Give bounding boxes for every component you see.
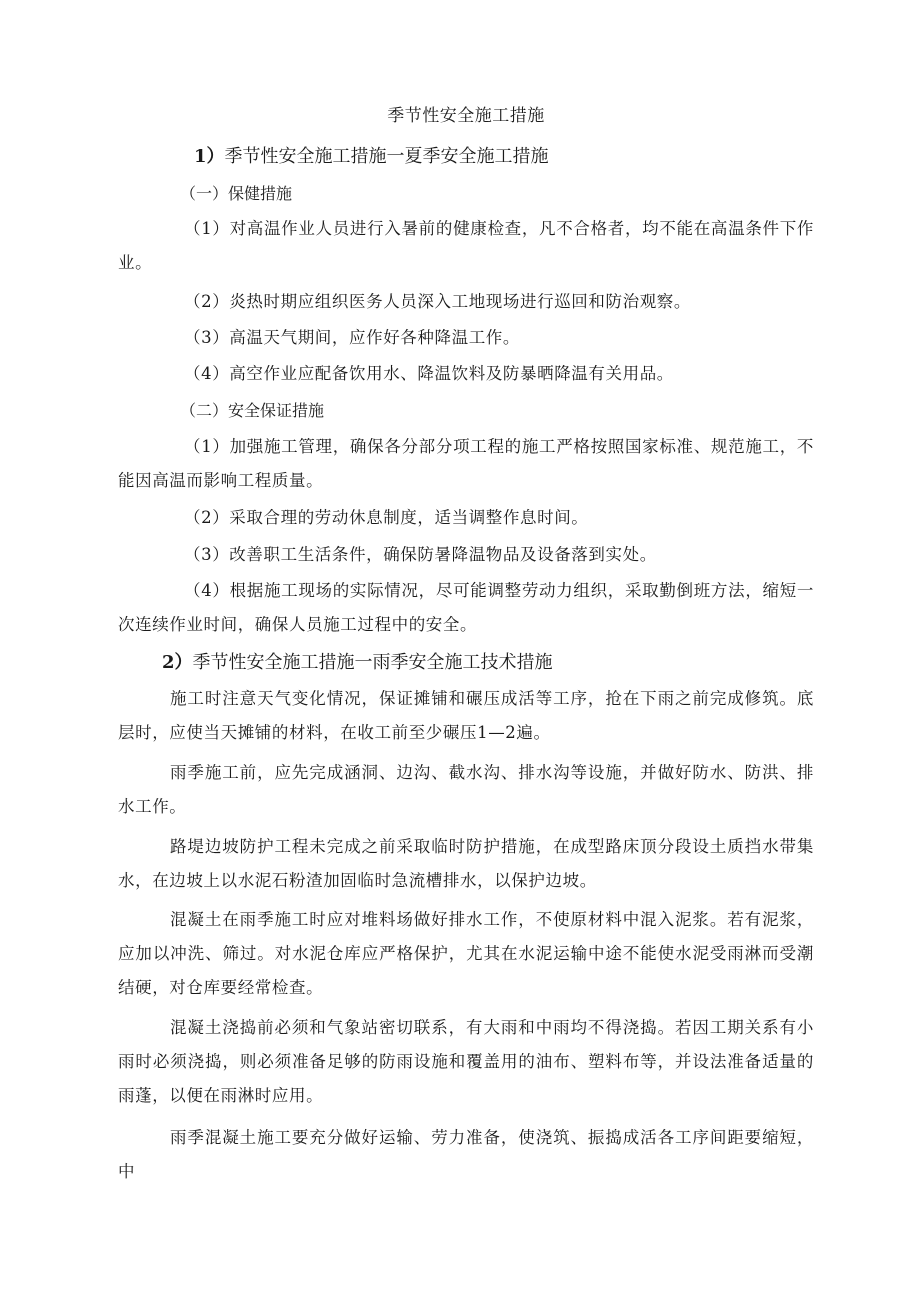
paragraph: （1）加强施工管理，确保各分部分项工程的施工严格按照国家标准、规范施工，不能因高温而影响工程质量。 bbox=[118, 437, 814, 490]
paragraph: （3）改善职工生活条件，确保防暑降温物品及设备落到实处。 bbox=[184, 545, 657, 564]
paragraph: 雨季混凝土施工要充分做好运输、劳力准备，使浇筑、振捣成活各工序间距要缩短，中 bbox=[118, 1128, 814, 1181]
section-heading-text: 季节性安全施工措施一夏季安全施工措施 bbox=[224, 146, 549, 167]
section-number: 1） bbox=[194, 146, 225, 167]
sub-heading-health-measures: （一）保健措施 bbox=[180, 184, 293, 203]
paragraph: （2）采取合理的劳动休息制度，适当调整作息时间。 bbox=[184, 508, 589, 527]
paragraph: 混凝土浇捣前必须和气象站密切联系，有大雨和中雨均不得浇捣。若因工期关系有小雨时必须浇捣，则必须准备足够的防雨设施和覆盖用的油布、塑料布等，并设法准备适量的雨蓬，以便在雨淋时应用。 bbox=[118, 1018, 814, 1105]
section-heading-text: 季节性安全施工措施一雨季安全施工技术措施 bbox=[192, 652, 553, 673]
document-title: 季节性安全施工措施 bbox=[387, 106, 545, 126]
section-number: 2） bbox=[162, 652, 193, 673]
paragraph: 施工时注意天气变化情况，保证摊铺和碾压成活等工序，抢在下雨之前完成修筑。底层时，应使当天摊铺的材料，在收工前至少碾压1—2遍。 bbox=[118, 689, 814, 742]
paragraph: （4）根据施工现场的实际情况，尽可能调整劳动力组织，采取勤倒班方法，缩短一次连续作业时间，确保人员施工过程中的安全。 bbox=[118, 581, 814, 634]
paragraph: （4）高空作业应配备饮用水、降温饮料及防暴晒降温有关用品。 bbox=[184, 364, 674, 383]
paragraph: 雨季施工前，应先完成涵洞、边沟、截水沟、排水沟等设施，并做好防水、防洪、排水工作。 bbox=[118, 763, 814, 816]
paragraph: （1）对高温作业人员进行入暑前的健康检查，凡不合格者，均不能在高温条件下作业。 bbox=[118, 219, 814, 272]
paragraph: （3）高温天气期间，应作好各种降温工作。 bbox=[184, 328, 520, 347]
paragraph: （2）炎热时期应组织医务人员深入工地现场进行巡回和防治观察。 bbox=[184, 292, 691, 311]
sub-heading-safety-measures: （二）安全保证措施 bbox=[180, 401, 325, 420]
paragraph: 混凝土在雨季施工时应对堆料场做好排水工作，不使原材料中混入泥浆。若有泥浆，应加以冲洗、筛过。对水泥仓库应严格保护，尤其在水泥运输中途不能使水泥受雨淋而受潮结硬，对仓库要经常检查。 bbox=[118, 910, 814, 997]
paragraph: 路堤边坡防护工程未完成之前采取临时防护措施，在成型路床顶分段设土质挡水带集水，在边坡上以水泥石粉渣加固临时急流槽排水，以保护边坡。 bbox=[118, 837, 814, 890]
section-heading-summer bbox=[194, 144, 549, 170]
section-heading-rainy bbox=[162, 650, 553, 676]
